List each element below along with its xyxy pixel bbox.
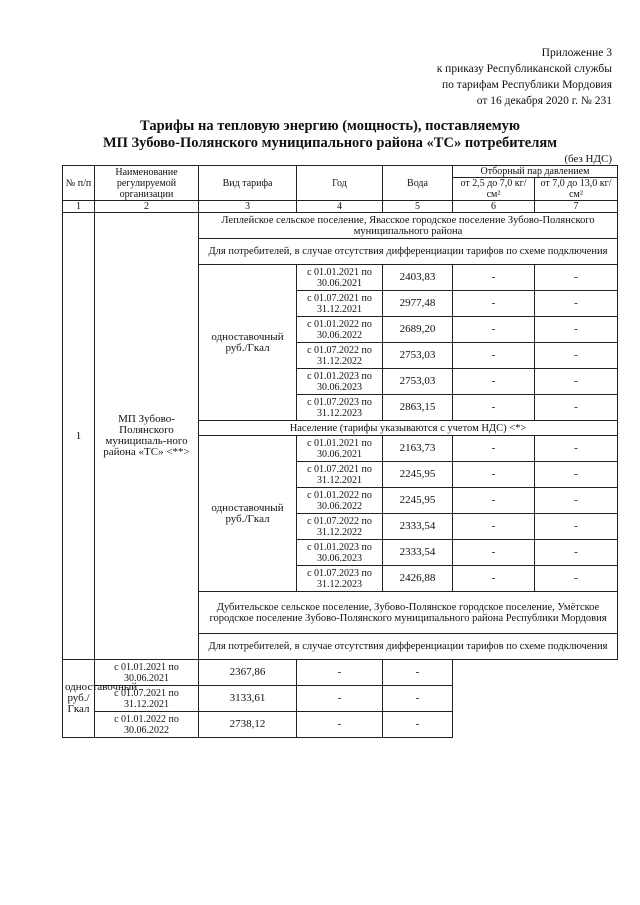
col-header-year: Год bbox=[297, 166, 383, 201]
subsection-header: Население (тарифы указываются с учетом НДС) <*> bbox=[199, 421, 618, 436]
appendix-line: от 16 декабря 2020 г. № 231 bbox=[476, 95, 612, 107]
water-value: 2367,86 bbox=[199, 660, 297, 686]
tariff-table bbox=[62, 165, 618, 738]
period-cell: с 01.07.2021 по 31.12.2021 bbox=[95, 686, 199, 712]
steam-a-value: - bbox=[453, 317, 535, 343]
subsection-header: Для потребителей, в случае отсутствия дифференциации тарифов по схеме подключения bbox=[199, 634, 618, 660]
period-cell: с 01.07.2022 по 31.12.2022 bbox=[297, 514, 383, 540]
water-value: 2738,12 bbox=[199, 712, 297, 738]
steam-b-value: - bbox=[535, 343, 618, 369]
water-value: 2245,95 bbox=[383, 462, 453, 488]
tariff-type: одноставочный руб./Гкал bbox=[63, 660, 95, 738]
organization-name: МП Зубово-Полянского муниципаль-ного района «ТС» <**> bbox=[95, 213, 199, 660]
steam-a-value: - bbox=[453, 566, 535, 592]
col-number: 6 bbox=[453, 201, 535, 213]
steam-b-value: - bbox=[535, 317, 618, 343]
steam-a-value: - bbox=[453, 540, 535, 566]
title-line: Тарифы на тепловую энергию (мощность), поставляемую bbox=[140, 118, 520, 134]
steam-a-value: - bbox=[453, 369, 535, 395]
col-header-org: Наименование регулируемой организации bbox=[95, 166, 199, 201]
steam-a-value: - bbox=[453, 488, 535, 514]
title-line: МП Зубово-Полянского муниципального района «ТС» потребителям bbox=[102, 135, 558, 151]
water-value: 2333,54 bbox=[383, 514, 453, 540]
col-number: 5 bbox=[383, 201, 453, 213]
subsection-header: Для потребителей, в случае отсутствия дифференциации тарифов по схеме подключения bbox=[199, 239, 618, 265]
steam-a-value: - bbox=[453, 436, 535, 462]
period-cell: с 01.01.2022 по 30.06.2022 bbox=[297, 488, 383, 514]
section-header: Дубительское сельское поселение, Зубово-Полянское городское поселение, Умётское городское поселение Зубово-Полянского муниципального района Республики Мордовия bbox=[199, 592, 618, 634]
water-value: 2403,83 bbox=[383, 265, 453, 291]
steam-b-value: - bbox=[535, 514, 618, 540]
period-cell: с 01.07.2023 по 31.12.2023 bbox=[297, 395, 383, 421]
steam-b-value: - bbox=[383, 686, 453, 712]
period-cell: с 01.07.2023 по 31.12.2023 bbox=[297, 566, 383, 592]
steam-a-value: - bbox=[297, 686, 383, 712]
water-value: 2426,88 bbox=[383, 566, 453, 592]
steam-b-value: - bbox=[383, 712, 453, 738]
steam-a-value: - bbox=[453, 343, 535, 369]
steam-b-value: - bbox=[535, 265, 618, 291]
col-header-steam-a: от 2,5 до 7,0 кг/см² bbox=[453, 178, 535, 201]
steam-b-value: - bbox=[535, 395, 618, 421]
steam-a-value: - bbox=[453, 395, 535, 421]
col-header-water: Вода bbox=[383, 166, 453, 201]
col-number: 7 bbox=[535, 201, 618, 213]
period-cell: с 01.07.2022 по 31.12.2022 bbox=[297, 343, 383, 369]
steam-a-value: - bbox=[453, 291, 535, 317]
steam-b-value: - bbox=[383, 660, 453, 686]
section-header: Леплейское сельское поселение, Явасское городское поселение Зубово-Полянского муниципального района bbox=[199, 213, 618, 239]
col-header-kind: Вид тарифа bbox=[199, 166, 297, 201]
tariff-type: одноставочный руб./Гкал bbox=[199, 436, 297, 592]
water-value: 2753,03 bbox=[383, 343, 453, 369]
col-header-steam: Отборный пар давлением bbox=[453, 166, 618, 178]
water-value: 2863,15 bbox=[383, 395, 453, 421]
steam-b-value: - bbox=[535, 291, 618, 317]
period-cell: с 01.01.2021 по 30.06.2021 bbox=[297, 436, 383, 462]
steam-a-value: - bbox=[297, 660, 383, 686]
tariff-type: одноставочный руб./Гкал bbox=[199, 265, 297, 421]
steam-b-value: - bbox=[535, 369, 618, 395]
row-number: 1 bbox=[63, 213, 95, 660]
appendix-line: к приказу Республиканской службы bbox=[436, 63, 612, 75]
period-cell: с 01.01.2021 по 30.06.2021 bbox=[297, 265, 383, 291]
document-title bbox=[60, 118, 600, 152]
steam-b-value: - bbox=[535, 566, 618, 592]
period-cell: с 01.01.2022 по 30.06.2022 bbox=[297, 317, 383, 343]
period-cell: с 01.01.2023 по 30.06.2023 bbox=[297, 369, 383, 395]
col-number: 1 bbox=[63, 201, 95, 213]
appendix-block bbox=[292, 45, 612, 109]
period-cell: с 01.07.2021 по 31.12.2021 bbox=[297, 462, 383, 488]
water-value: 2689,20 bbox=[383, 317, 453, 343]
steam-a-value: - bbox=[297, 712, 383, 738]
vat-note: (без НДС) bbox=[564, 153, 612, 165]
period-cell: с 01.01.2021 по 30.06.2021 bbox=[95, 660, 199, 686]
water-value: 2163,73 bbox=[383, 436, 453, 462]
period-cell: с 01.01.2023 по 30.06.2023 bbox=[297, 540, 383, 566]
col-number: 3 bbox=[199, 201, 297, 213]
period-cell: с 01.07.2021 по 31.12.2021 bbox=[297, 291, 383, 317]
water-value: 2753,03 bbox=[383, 369, 453, 395]
steam-a-value: - bbox=[453, 265, 535, 291]
water-value: 2245,95 bbox=[383, 488, 453, 514]
steam-b-value: - bbox=[535, 462, 618, 488]
water-value: 2977,48 bbox=[383, 291, 453, 317]
steam-a-value: - bbox=[453, 462, 535, 488]
appendix-line: по тарифам Республики Мордовия bbox=[442, 79, 612, 91]
water-value: 2333,54 bbox=[383, 540, 453, 566]
col-header-num: № п/п bbox=[63, 166, 95, 201]
col-number: 4 bbox=[297, 201, 383, 213]
steam-b-value: - bbox=[535, 436, 618, 462]
col-number: 2 bbox=[95, 201, 199, 213]
col-header-steam-b: от 7,0 до 13,0 кг/см² bbox=[535, 178, 618, 201]
water-value: 3133,61 bbox=[199, 686, 297, 712]
period-cell: с 01.01.2022 по 30.06.2022 bbox=[95, 712, 199, 738]
steam-a-value: - bbox=[453, 514, 535, 540]
appendix-line: Приложение 3 bbox=[541, 47, 612, 59]
steam-b-value: - bbox=[535, 540, 618, 566]
steam-b-value: - bbox=[535, 488, 618, 514]
